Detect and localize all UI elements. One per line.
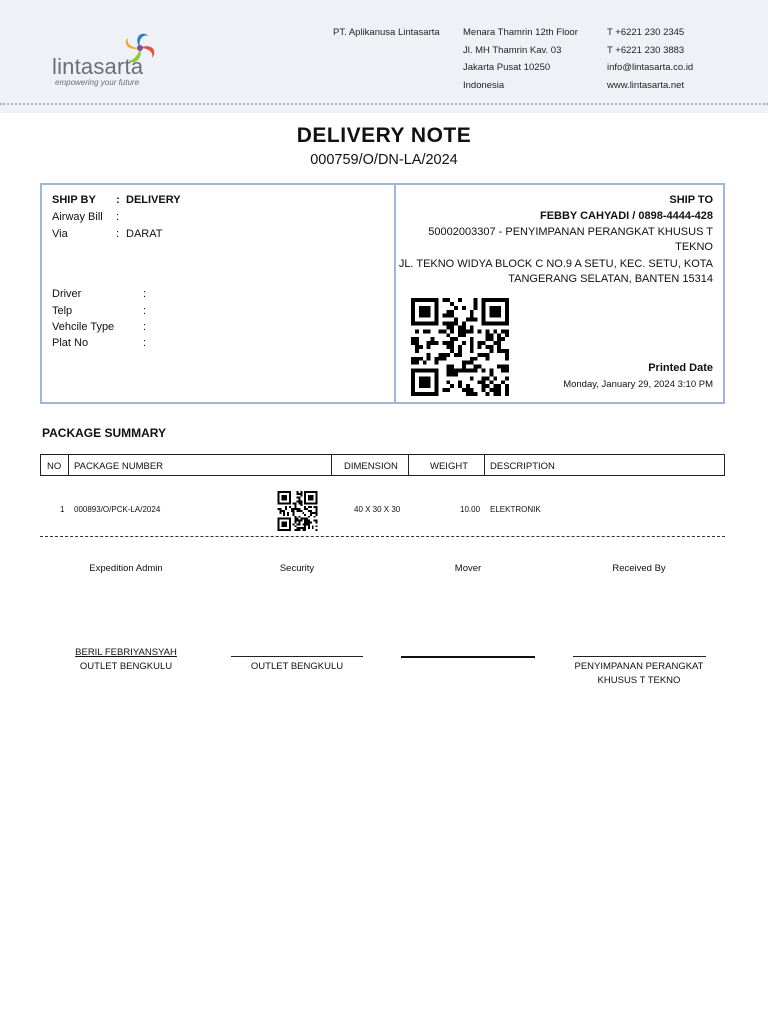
printed-date-value: Monday, January 29, 2024 3:10 PM bbox=[563, 379, 713, 390]
signer-org: OUTLET BENGKULU bbox=[250, 661, 344, 672]
airway-bill-label: Airway Bill bbox=[52, 211, 103, 223]
company-name-column bbox=[333, 24, 440, 42]
via-row: Via : DARAT bbox=[52, 228, 163, 240]
ship-to-account-line: 50002003307 - PENYIMPANAN PERANGKAT KHUSUS T bbox=[428, 226, 713, 238]
signer-name: BERIL FEBRIYANSYAH bbox=[75, 647, 177, 658]
signature-role-mover: Mover bbox=[454, 563, 482, 574]
company-logo bbox=[52, 30, 172, 90]
address-line: Jl. MH Thamrin Kav. 03 bbox=[463, 44, 562, 56]
header-divider bbox=[0, 103, 768, 105]
ship-to-address-line: TANGERANG SELATAN, BANTEN 15314 bbox=[508, 273, 713, 285]
signer-org: KHUSUS T TEKNO bbox=[597, 675, 681, 686]
column-divider bbox=[68, 455, 69, 475]
column-header-weight: WEIGHT bbox=[430, 461, 468, 472]
ship-to-address-line: JL. TEKNO WIDYA BLOCK C NO.9 A SETU, KEC. SETU, KOTA bbox=[398, 258, 713, 270]
signer-org: OUTLET BENGKULU bbox=[79, 661, 173, 672]
address-line: Indonesia bbox=[463, 79, 505, 91]
ship-by-label: SHIP BY bbox=[52, 194, 96, 206]
signature-line bbox=[231, 656, 363, 657]
package-qr-code bbox=[276, 491, 319, 531]
cell-package-number: 000893/O/PCK-LA/2024 bbox=[74, 505, 161, 514]
signature-role-expedition-admin: Expedition Admin bbox=[89, 563, 163, 574]
package-summary-title: PACKAGE SUMMARY bbox=[42, 426, 167, 440]
telp-label: Telp bbox=[52, 305, 73, 317]
address-line: Menara Thamrin 12th Floor bbox=[463, 27, 578, 38]
letterhead bbox=[0, 0, 768, 113]
website-link[interactable]: www.lintasarta.net bbox=[607, 79, 685, 91]
ship-to-label: SHIP TO bbox=[669, 194, 713, 206]
airway-bill-row: Airway Bill : bbox=[52, 211, 120, 223]
box-divider bbox=[394, 185, 396, 402]
ship-by-row: SHIP BY : DELIVERY bbox=[52, 194, 181, 206]
cell-dimension: 40 X 30 X 30 bbox=[354, 505, 401, 514]
column-header-dimension: DIMENSION bbox=[344, 461, 398, 472]
plat-no-label: Plat No bbox=[52, 337, 89, 349]
via-label: Via bbox=[52, 228, 68, 240]
cell-description: ELEKTRONIK bbox=[490, 505, 541, 514]
document-title: DELIVERY NOTE bbox=[296, 124, 472, 147]
driver-label: Driver bbox=[52, 288, 82, 300]
delivery-qr-code bbox=[408, 298, 512, 396]
column-header-package-number: PACKAGE NUMBER bbox=[74, 461, 164, 472]
cell-no: 1 bbox=[60, 505, 65, 514]
address-line: Jakarta Pusat 10250 bbox=[463, 62, 551, 73]
signature-role-received-by: Received By bbox=[612, 563, 666, 574]
column-header-no: NO bbox=[47, 461, 62, 472]
printed-date-label: Printed Date bbox=[648, 362, 713, 374]
logo-tagline: empowering your future bbox=[55, 78, 140, 87]
signature-line bbox=[401, 656, 535, 658]
company-address-column bbox=[463, 24, 578, 94]
ship-by-value: DELIVERY bbox=[126, 194, 181, 206]
telp-row: Telp : bbox=[52, 305, 147, 317]
shipping-info-box bbox=[40, 183, 725, 404]
ship-to-recipient: FEBBY CAHYADI / 0898-4444-428 bbox=[539, 210, 713, 222]
cell-weight: 10.00 bbox=[460, 505, 481, 514]
email-link[interactable]: info@lintasarta.co.id bbox=[607, 62, 694, 73]
column-divider bbox=[408, 455, 409, 475]
company-name: PT. Aplikanusa Lintasarta bbox=[333, 27, 440, 38]
signature-role-security: Security bbox=[279, 563, 315, 574]
column-divider bbox=[331, 455, 332, 475]
document-number: 000759/O/DN-LA/2024 bbox=[310, 152, 458, 168]
plat-no-row: Plat No : bbox=[52, 337, 147, 349]
driver-row: Driver : bbox=[52, 288, 147, 300]
company-contact-column bbox=[607, 24, 693, 94]
via-value: DARAT bbox=[126, 228, 163, 240]
section-divider bbox=[40, 536, 725, 537]
vehicle-type-label: Vehcile Type bbox=[52, 321, 115, 333]
phone-line: T +6221 230 3883 bbox=[607, 44, 685, 56]
column-divider bbox=[484, 455, 485, 475]
phone-line: T +6221 230 2345 bbox=[607, 27, 685, 38]
ship-to-account-line: TEKNO bbox=[675, 241, 713, 253]
vehicle-type-row: Vehcile Type : bbox=[52, 321, 147, 333]
signer-org: PENYIMPANAN PERANGKAT bbox=[574, 661, 704, 672]
column-header-description: DESCRIPTION bbox=[490, 461, 555, 472]
package-table-header bbox=[40, 454, 725, 476]
logo-wordmark: lintasarta bbox=[52, 54, 144, 79]
signature-line bbox=[573, 656, 706, 657]
